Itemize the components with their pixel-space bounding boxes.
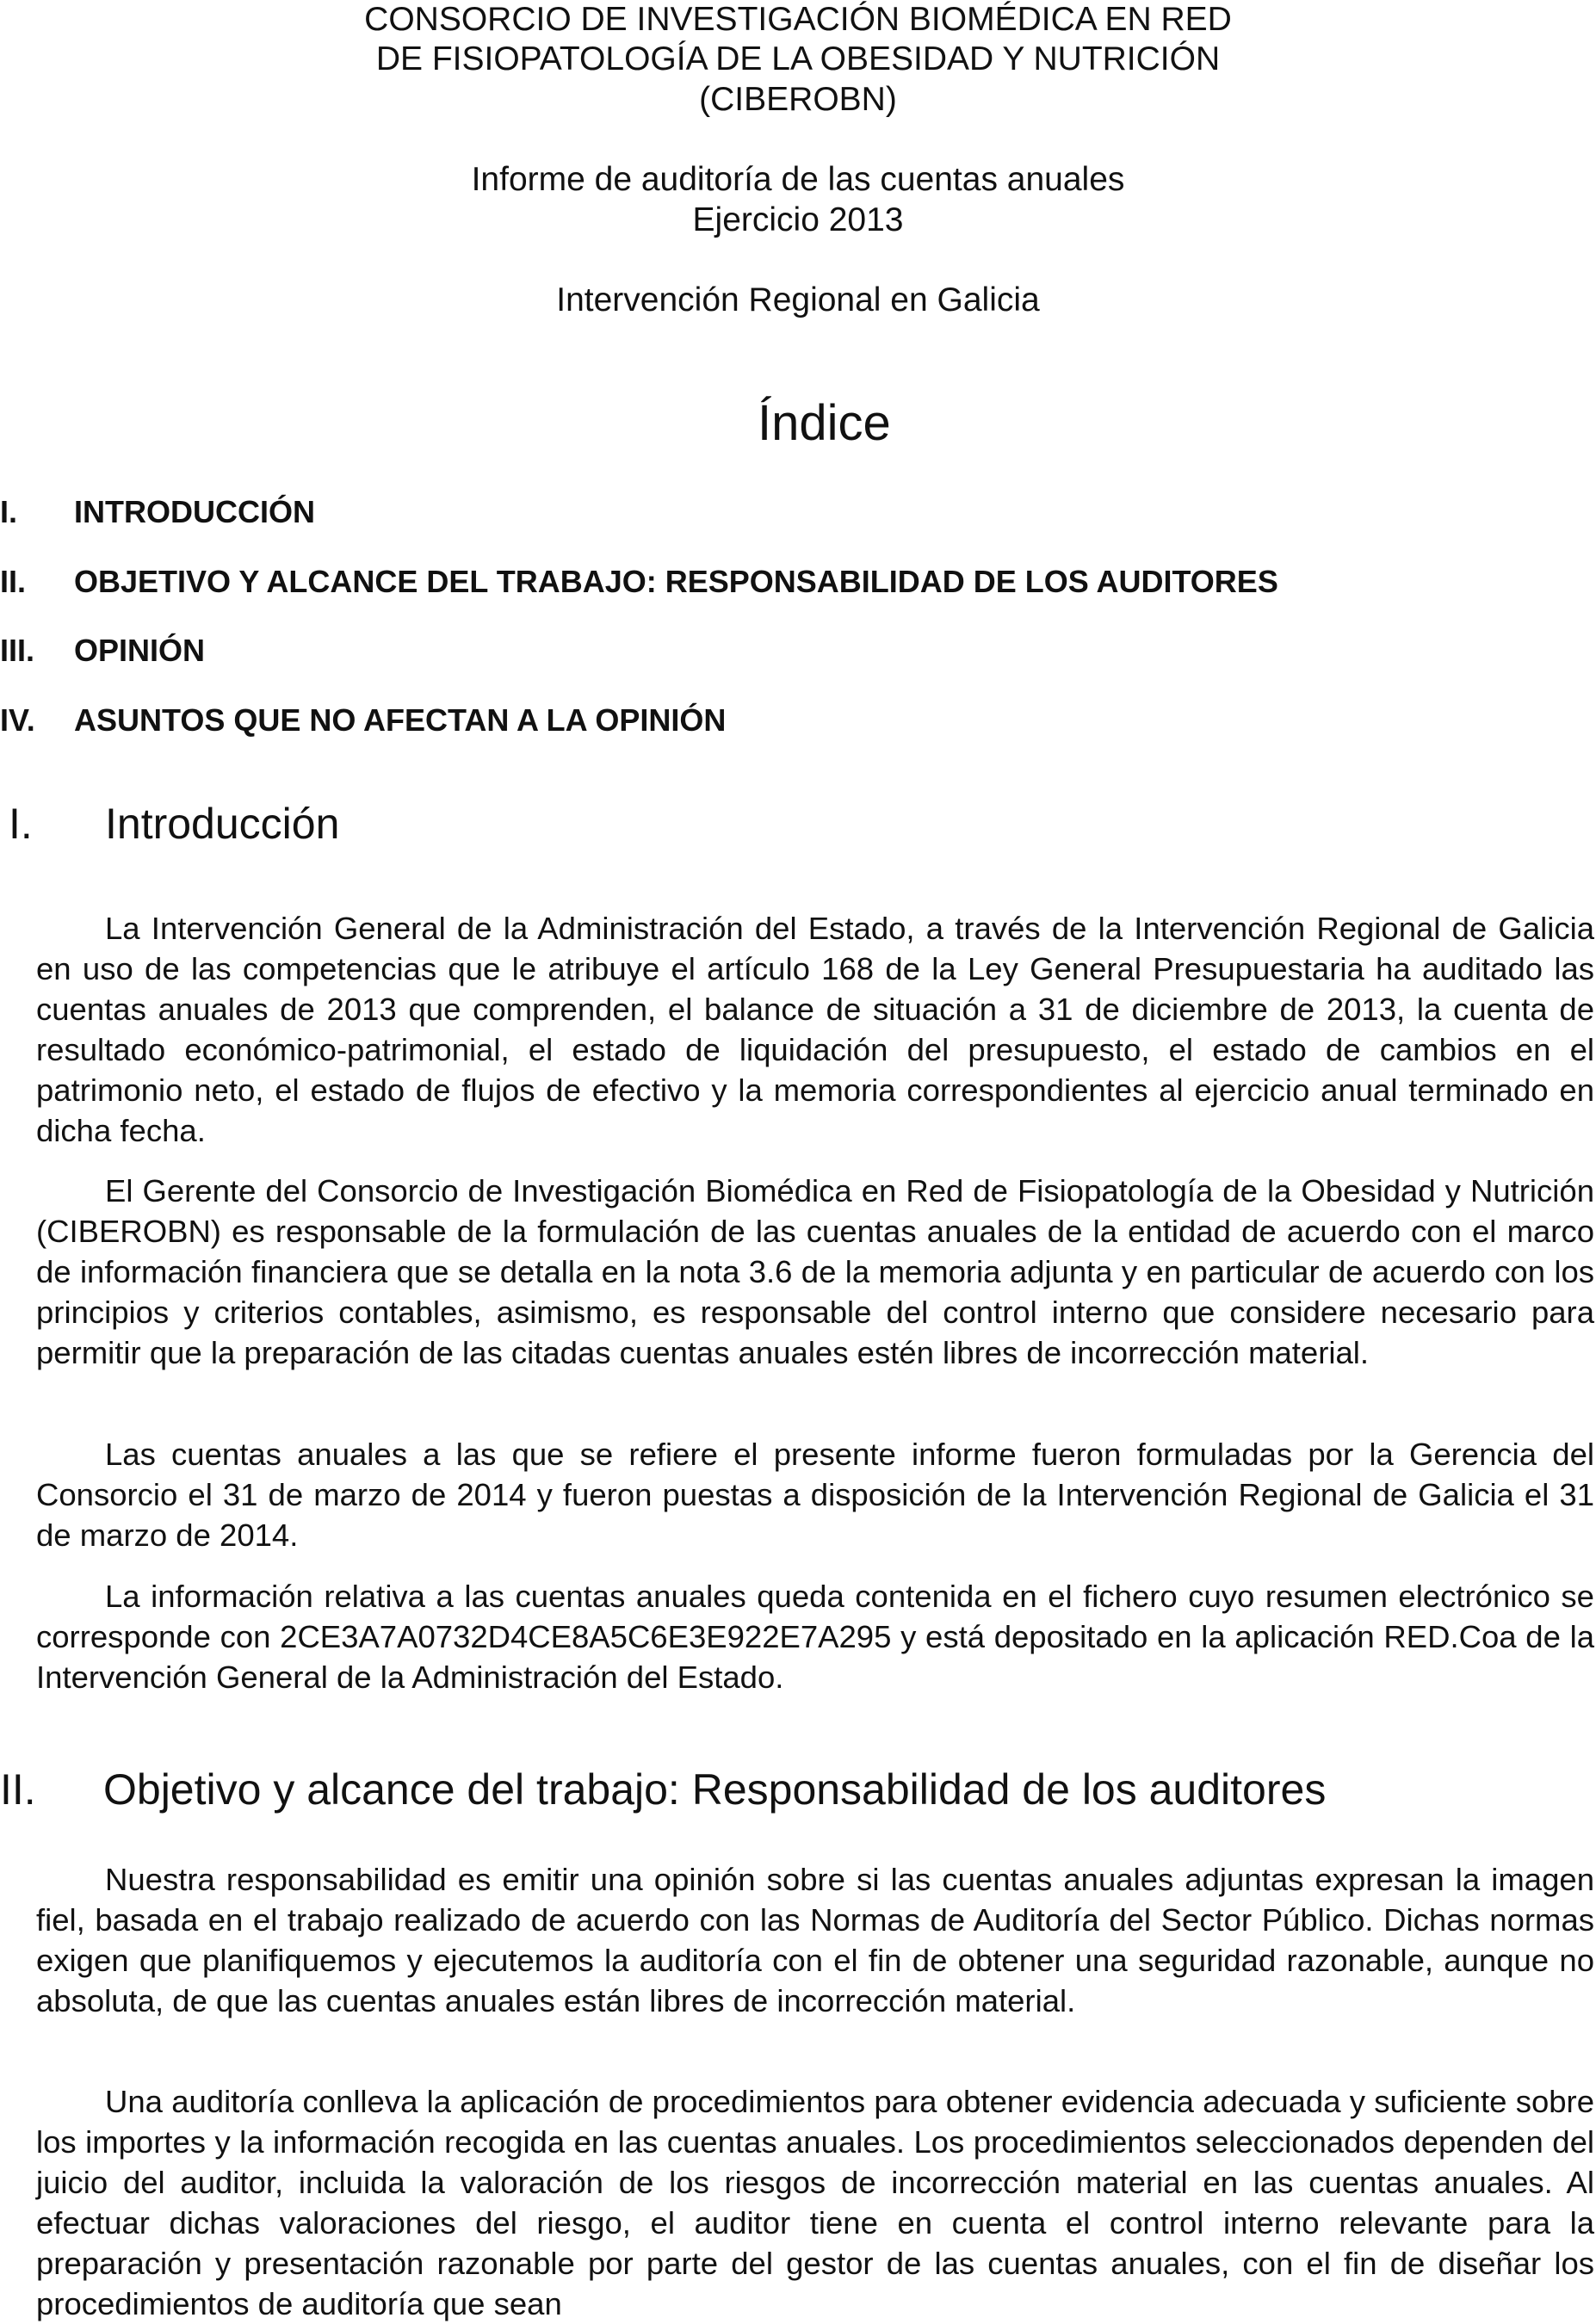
section-number: I.: [9, 800, 33, 848]
entity-name-line2: DE FISIOPATOLOGÍA DE LA OBESIDAD Y NUTRICIÓN: [375, 40, 1221, 77]
toc-item-number: II.: [0, 564, 27, 599]
entity-acronym: (CIBEROBN): [699, 81, 897, 118]
section-number: II.: [0, 1765, 36, 1814]
paragraph: El Gerente del Consorcio de Investigación Biomédica en Red de Fisiopatología de la Obesidad y Nutrición (CIBEROBN) es responsable de la formulación de las cuentas anuales de la entidad de acuerdo con el marco de información financiera que se detalla en la nota 3.6 de la memoria adjunta y en particular de acuerdo con los principios y criterios contables, asimismo, es responsable del control interno que considere necesario para permitir que la preparación de las citadas cuentas anuales estén libres de incorrección material.: [36, 1173, 1594, 1370]
toc-item-label: OPINIÓN: [74, 633, 206, 668]
toc-item-number: IV.: [0, 702, 35, 738]
toc-item-number: I.: [0, 494, 18, 529]
report-year: Ejercicio 2013: [692, 201, 904, 238]
issuing-office: Intervención Regional en Galicia: [556, 281, 1040, 318]
paragraph: Las cuentas anuales a las que se refiere el presente informe fueron formuladas por la Gerencia del Consorcio el 31 de marzo de 2014 y fueron puestas a disposición de la Intervención Regional de Galicia el 31 de marzo de 2014.: [36, 1437, 1594, 1553]
paragraph: La Intervención General de la Administración del Estado, a través de la Intervención Regional de Galicia en uso de las competencias que le atribuye el artículo 168 de la Ley General Presupuestaria ha auditado las cuentas anuales de 2013 que comprenden, el balance de situación a 31 de diciembre de 2013, la cuenta de resultado económico-patrimonial, el estado de liquidación del presupuesto, el estado de cambios en el patrimonio neto, el estado de flujos de efectivo y la memoria correspondientes al ejercicio anual terminado en dicha fecha.: [36, 911, 1594, 1148]
paragraph: Una auditoría conlleva la aplicación de procedimientos para obtener evidencia adecuada y suficiente sobre los importes y la información recogida en las cuentas anuales. Los procedimientos seleccionados dependen del juicio del auditor, incluida la valoración de los riesgos de incorrección material en las cuentas anuales. Al efectuar dichas valoraciones del riesgo, el auditor tiene en cuenta el control interno relevante para la preparación y presentación razonable por parte del gestor de las cuentas anuales, con el fin de diseñar los procedimientos de auditoría que sean: [36, 2084, 1594, 2321]
section-title: Objetivo y alcance del trabajo: Responsabilidad de los auditores: [103, 1765, 1327, 1814]
toc-item-label: INTRODUCCIÓN: [74, 494, 315, 529]
section-title: Introducción: [105, 800, 340, 848]
toc-item-number: III.: [0, 633, 35, 668]
index-title: Índice: [758, 395, 891, 451]
entity-name-line1: CONSORCIO DE INVESTIGACIÓN BIOMÉDICA EN RED: [364, 1, 1232, 38]
report-title: Informe de auditoría de las cuentas anuales: [471, 161, 1125, 198]
toc-item-label: ASUNTOS QUE NO AFECTAN A LA OPINIÓN: [74, 702, 727, 738]
paragraph: Nuestra responsabilidad es emitir una opinión sobre si las cuentas anuales adjuntas expresan la imagen fiel, basada en el trabajo realizado de acuerdo con las Normas de Auditoría del Sector Público. Dichas normas exigen que planifiquemos y ejecutemos la auditoría con el fin de obtener una seguridad razonable, aunque no absoluta, de que las cuentas anuales están libres de incorrección material.: [36, 1862, 1594, 2018]
toc-item-label: OBJETIVO Y ALCANCE DEL TRABAJO: RESPONSABILIDAD DE LOS AUDITORES: [74, 564, 1278, 599]
paragraph: La información relativa a las cuentas anuales queda contenida en el fichero cuyo resumen electrónico se corresponde con 2CE3A7A0732D4CE8A5C6E3E922E7A295 y está depositado en la aplicación RED.Coa de la Intervención General de la Administración del Estado.: [36, 1579, 1594, 1695]
